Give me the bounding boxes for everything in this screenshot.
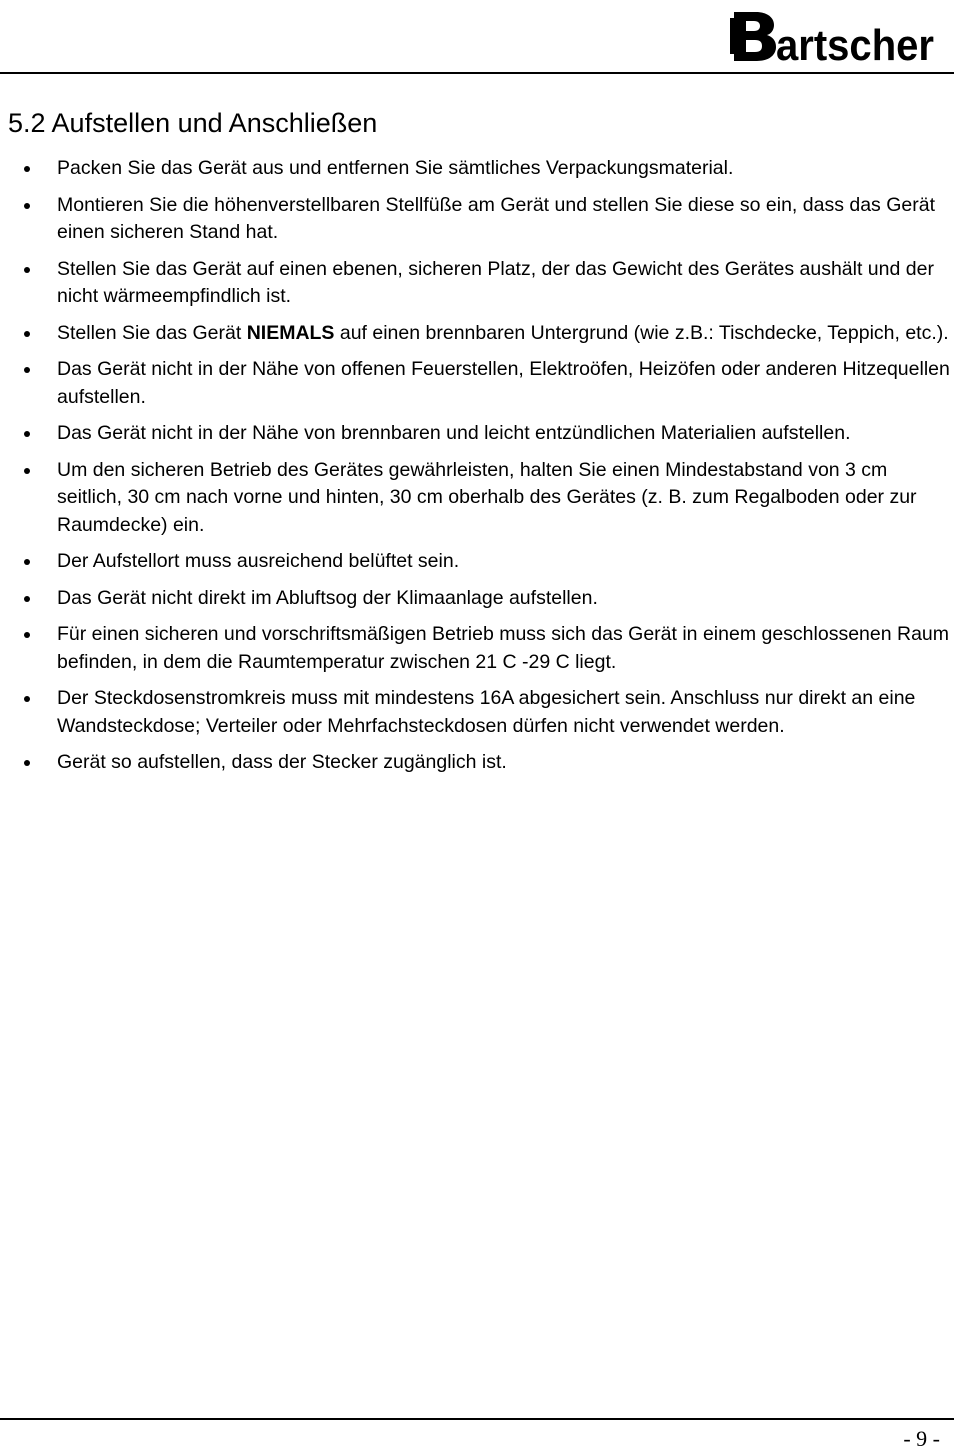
item-text: auf einen brennbaren Untergrund (wie z.B.: Tischdecke, Teppich, etc.). bbox=[334, 321, 949, 344]
bullet-icon bbox=[24, 596, 30, 602]
item-text: Das Gerät nicht direkt im Abluftsog der Klimaanlage aufstellen. bbox=[57, 586, 598, 609]
bullet-icon bbox=[24, 203, 30, 209]
list-item bbox=[0, 155, 960, 183]
bullet-icon bbox=[24, 760, 30, 766]
item-text: Der Aufstellort muss ausreichend belüftet sein. bbox=[57, 550, 460, 572]
section-heading: 5.2 Aufstellen und Anschließen bbox=[8, 108, 378, 138]
bullet-icon bbox=[24, 696, 30, 702]
item-text: Gerät so aufstellen, dass der Stecker zugänglich ist. bbox=[57, 751, 507, 773]
instruction-list bbox=[0, 155, 960, 786]
bullet-icon bbox=[24, 331, 30, 337]
bullet-icon bbox=[24, 559, 30, 565]
list-item bbox=[0, 548, 960, 576]
item-text: Für einen sicheren und vorschriftsmäßigen Betrieb muss sich das Gerät in einem geschlossenen Raum befinden, in dem die Raumtemperatur zwischen 21 C -29 C liegt. bbox=[57, 623, 950, 673]
list-item bbox=[0, 256, 960, 311]
bullet-icon bbox=[24, 267, 30, 273]
footer-rule bbox=[0, 1418, 954, 1420]
list-item bbox=[0, 320, 960, 348]
item-text: Das Gerät nicht in der Nähe von brennbaren und leicht entzündlichen Materialien aufstellen. bbox=[57, 422, 851, 444]
item-text: Um den sicheren Betrieb des Gerätes gewährleisten, halten Sie einen Mindestabstand von 3 cm seitlich, 30 cm nach vorne und hinten, 30 cm oberhalb des Gerätes (z. B. zum Regalboden oder zur Raumdecke) ein. bbox=[57, 458, 917, 536]
item-text: Montieren Sie die höhenverstellbaren Stellfüße am Gerät und stellen Sie diese so ein, dass das Gerät einen sicheren Stand hat. bbox=[57, 193, 935, 243]
bullet-icon bbox=[24, 431, 30, 437]
list-item bbox=[0, 356, 960, 411]
bullet-icon bbox=[24, 367, 30, 373]
list-item bbox=[0, 420, 960, 448]
bullet-icon bbox=[24, 468, 30, 474]
list-item bbox=[0, 749, 960, 777]
item-text: Stellen Sie das Gerät auf einen ebenen, sicheren Platz, der das Gewicht des Gerätes aushält und der nicht wärmeempfindlich ist. bbox=[57, 257, 934, 307]
list-item bbox=[0, 685, 960, 740]
list-item bbox=[0, 457, 960, 540]
item-text: Das Gerät nicht in der Nähe von offenen Feuerstellen, Elektroöfen, Heizöfen oder anderen Hitzequellen aufstellen. bbox=[57, 358, 950, 408]
emphasis-text: NIEMALS bbox=[246, 321, 335, 344]
item-text: Der Steckdosenstromkreis muss mit mindestens 16A abgesichert sein. Anschluss nur direkt an eine Wandsteckdose; Verteiler oder Mehrfachsteckdosen dürfen nicht verwendet werden. bbox=[57, 687, 916, 737]
list-item bbox=[0, 621, 960, 676]
item-text: Packen Sie das Gerät aus und entfernen Sie sämtliches Verpackungsmaterial. bbox=[57, 157, 734, 179]
bullet-icon bbox=[24, 166, 30, 172]
bullet-icon bbox=[24, 632, 30, 638]
svg-text:artscher: artscher bbox=[776, 21, 934, 66]
header-rule bbox=[0, 72, 954, 74]
list-item bbox=[0, 585, 960, 613]
item-text: Stellen Sie das Gerät bbox=[57, 321, 247, 344]
bartscher-logo bbox=[728, 2, 938, 66]
list-item bbox=[0, 192, 960, 247]
page-number: - 9 - bbox=[903, 1426, 940, 1451]
